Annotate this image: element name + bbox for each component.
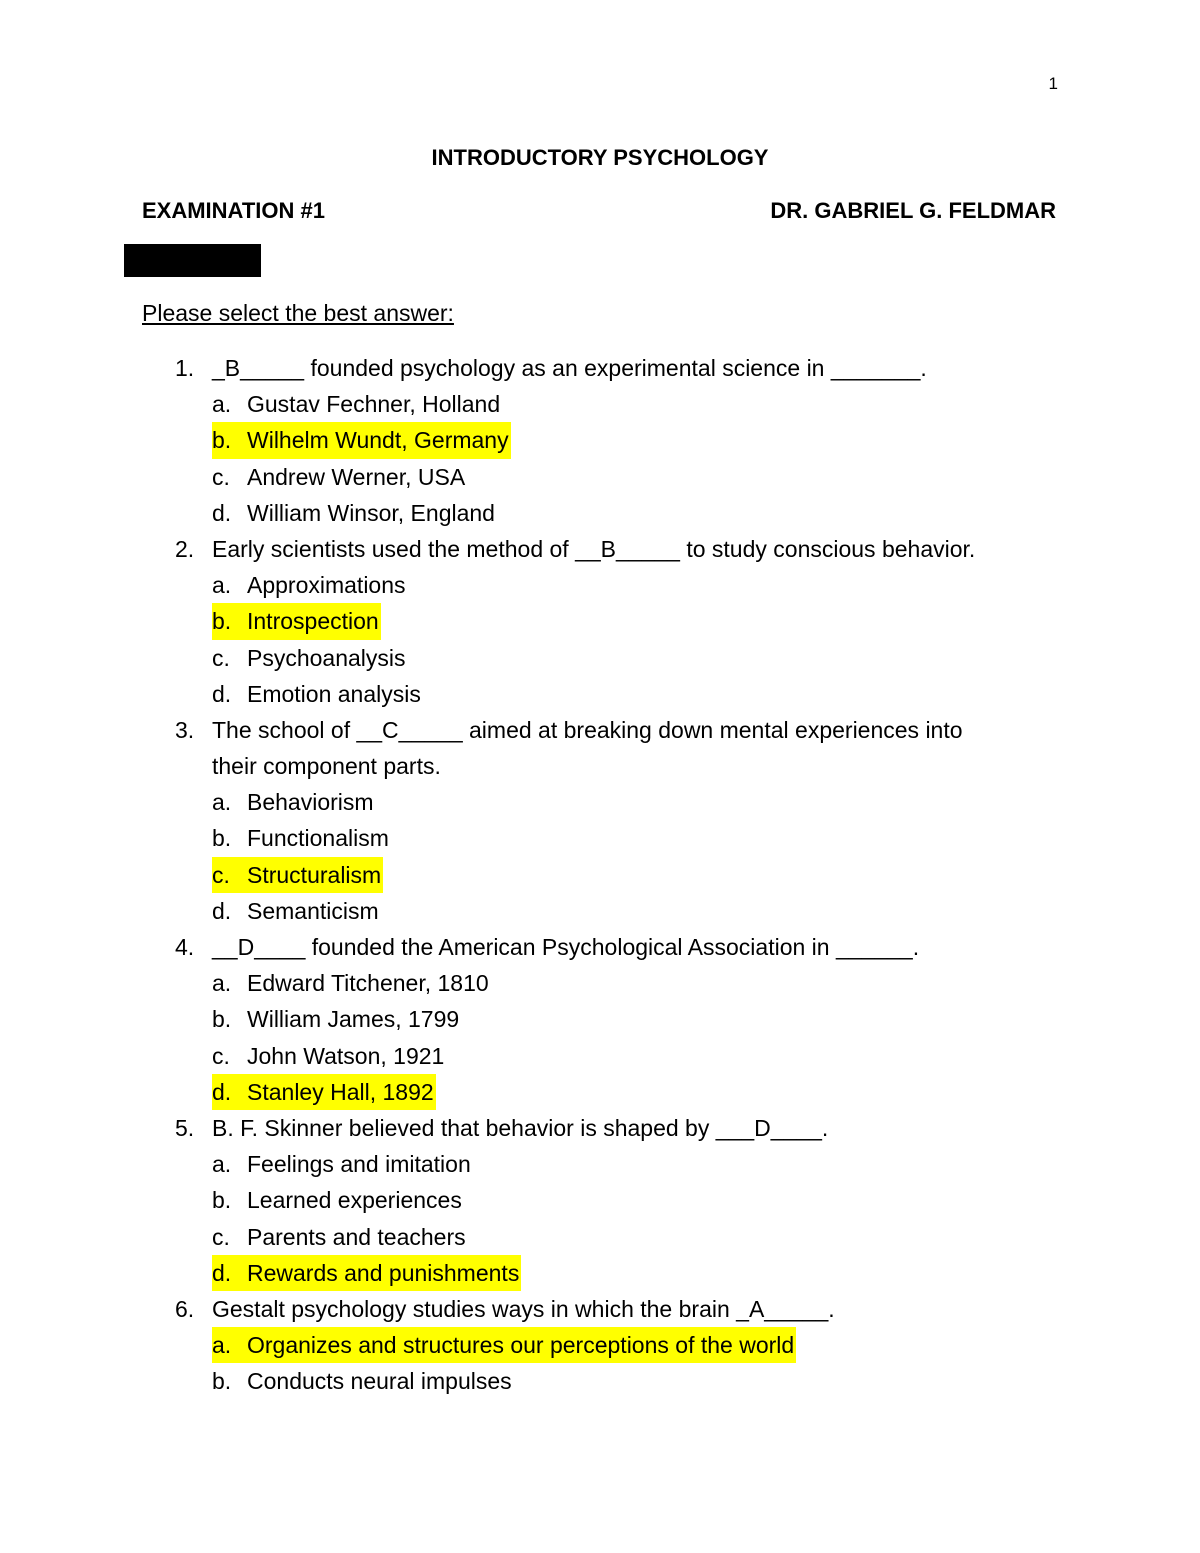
answer-option <box>0 1038 1200 1074</box>
answer-option <box>0 603 1200 639</box>
option-letter: b. <box>212 608 232 635</box>
question-number: 5. <box>175 1114 195 1141</box>
highlighted-answer <box>212 1255 521 1291</box>
answer-option <box>0 640 1200 676</box>
option-text: William Winsor, England <box>247 499 495 526</box>
question-list <box>0 350 1200 1399</box>
answer-option <box>0 386 1200 422</box>
option-letter: c. <box>212 1042 230 1069</box>
question-text: _B_____ founded psychology as an experimental science in _______. <box>212 355 927 381</box>
answer-option-text <box>212 567 408 603</box>
question-text: B. F. Skinner believed that behavior is shaped by ___D____. <box>212 1114 829 1141</box>
option-text: Psychoanalysis <box>247 644 406 671</box>
question-text: The school of __C_____ aimed at breaking down mental experiences into <box>212 716 963 743</box>
instructions: Please select the best answer: <box>142 300 454 326</box>
option-text: Edward Titchener, 1810 <box>247 970 489 997</box>
option-text: Functionalism <box>247 825 389 852</box>
highlighted-answer <box>212 857 383 893</box>
option-text: Introspection <box>247 608 379 635</box>
option-letter: a. <box>212 572 232 599</box>
option-text: Rewards and punishments <box>247 1259 520 1286</box>
answer-option <box>0 567 1200 603</box>
answer-option <box>0 1327 1200 1363</box>
option-letter: b. <box>212 1368 232 1395</box>
question-number: 6. <box>175 1295 195 1322</box>
redaction-box <box>124 244 261 277</box>
question-number: 2. <box>175 535 195 562</box>
option-text: Semanticism <box>247 897 379 924</box>
option-letter: b. <box>212 1187 232 1214</box>
option-letter: a. <box>212 391 232 418</box>
answer-option <box>0 422 1200 458</box>
option-text: William James, 1799 <box>247 1006 460 1033</box>
question-number: 1. <box>175 355 195 381</box>
answer-option <box>0 495 1200 531</box>
answer-option <box>0 893 1200 929</box>
option-letter: a. <box>212 970 232 997</box>
question-line <box>0 1291 1200 1327</box>
option-letter: a. <box>212 1151 232 1178</box>
page-number: 1 <box>1048 74 1058 93</box>
answer-option <box>0 1363 1200 1399</box>
option-text: Stanley Hall, 1892 <box>247 1078 434 1105</box>
answer-option-text <box>212 965 491 1001</box>
option-text: Behaviorism <box>247 789 374 816</box>
option-letter: d. <box>212 499 232 526</box>
question-text: Early scientists used the method of __B_____ to study conscious behavior. <box>212 535 976 562</box>
option-text: Wilhelm Wundt, Germany <box>247 427 509 454</box>
answer-option-text <box>212 386 502 422</box>
answer-option-text <box>212 640 408 676</box>
option-text: Feelings and imitation <box>247 1151 471 1178</box>
option-letter: d. <box>212 1078 232 1105</box>
page-title: INTRODUCTORY PSYCHOLOGY <box>431 145 769 170</box>
question-line <box>0 1110 1200 1146</box>
question-text: Gestalt psychology studies ways in which the brain _A_____. <box>212 1295 835 1322</box>
option-letter: b. <box>212 825 232 852</box>
question-line <box>0 929 1200 965</box>
option-text: Conducts neural impulses <box>247 1368 512 1395</box>
answer-option <box>0 1074 1200 1110</box>
answer-option <box>0 1001 1200 1037</box>
answer-option <box>0 1219 1200 1255</box>
option-letter: d. <box>212 897 232 924</box>
answer-option <box>0 857 1200 893</box>
question-text: their component parts. <box>212 753 441 780</box>
answer-option <box>0 1182 1200 1218</box>
question-number: 4. <box>175 934 195 960</box>
option-letter: b. <box>212 1006 232 1033</box>
question-text: __D____ founded the American Psychological Association in ______. <box>212 934 920 960</box>
answer-option-text <box>212 784 376 820</box>
highlighted-answer <box>212 603 381 639</box>
answer-option <box>0 784 1200 820</box>
option-letter: c. <box>212 644 230 671</box>
option-letter: c. <box>212 861 230 888</box>
answer-option <box>0 820 1200 856</box>
answer-option-text <box>212 1363 514 1399</box>
question-line <box>0 531 1200 567</box>
option-letter: c. <box>212 463 230 490</box>
option-text: Gustav Fechner, Holland <box>247 391 501 418</box>
answer-option-text <box>212 1001 461 1037</box>
answer-option <box>0 1146 1200 1182</box>
answer-option-text <box>212 1182 464 1218</box>
highlighted-answer <box>212 422 511 458</box>
option-text: Structuralism <box>247 861 382 888</box>
option-text: Andrew Werner, USA <box>247 463 466 490</box>
question-line <box>0 748 1200 784</box>
option-text: Parents and teachers <box>247 1223 466 1250</box>
highlighted-answer <box>212 1327 796 1363</box>
option-letter: d. <box>212 1259 232 1286</box>
highlighted-answer <box>212 1074 436 1110</box>
option-text: Learned experiences <box>247 1187 462 1214</box>
answer-option <box>0 459 1200 495</box>
question-number: 3. <box>175 716 195 743</box>
option-letter: a. <box>212 1332 232 1359</box>
option-text: Approximations <box>247 572 406 599</box>
answer-option <box>0 1255 1200 1291</box>
answer-option-text <box>212 676 423 712</box>
option-letter: c. <box>212 1223 230 1250</box>
answer-option-text <box>212 1146 473 1182</box>
question-line <box>0 350 1200 386</box>
option-text: Emotion analysis <box>247 680 421 707</box>
option-letter: d. <box>212 680 232 707</box>
option-letter: a. <box>212 789 232 816</box>
answer-option-text <box>212 459 467 495</box>
option-text: John Watson, 1921 <box>247 1042 445 1069</box>
answer-option-text <box>212 1038 446 1074</box>
answer-option-text <box>212 1219 468 1255</box>
question-line <box>0 712 1200 748</box>
answer-option-text <box>212 820 391 856</box>
answer-option-text <box>212 495 497 531</box>
exam-label: EXAMINATION #1 <box>142 198 325 223</box>
option-letter: b. <box>212 427 232 454</box>
answer-option <box>0 965 1200 1001</box>
answer-option <box>0 676 1200 712</box>
instructor-name: DR. GABRIEL G. FELDMAR <box>770 198 1056 223</box>
answer-option-text <box>212 893 381 929</box>
option-text: Organizes and structures our perceptions of the world <box>247 1332 795 1359</box>
